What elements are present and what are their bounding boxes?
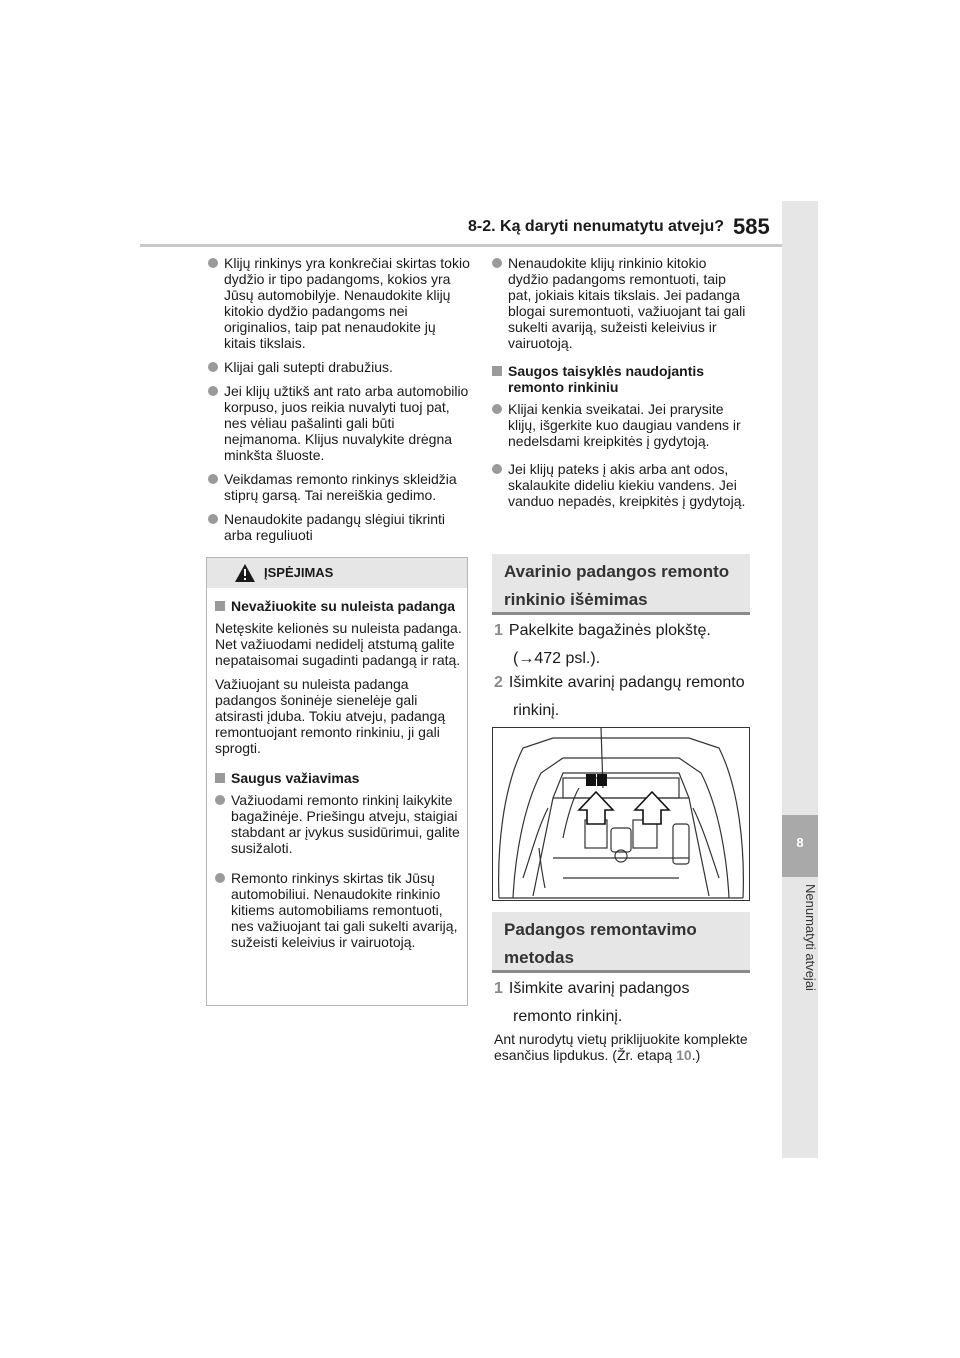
list-item bbox=[208, 359, 470, 375]
trunk-repair-kit-icon bbox=[493, 728, 749, 900]
section-heading-method bbox=[492, 912, 750, 973]
warning-box bbox=[206, 557, 468, 1006]
method-note bbox=[494, 1031, 752, 1063]
page-number: 585 bbox=[733, 214, 770, 239]
list-item bbox=[492, 255, 750, 351]
right-column bbox=[492, 255, 750, 517]
subheading bbox=[492, 363, 750, 395]
bullet-icon bbox=[208, 386, 218, 396]
square-bullet-icon bbox=[215, 773, 225, 783]
step-item bbox=[494, 975, 752, 1031]
bullet-text: Nenaudokite klijų rinkinio kitokio dydžio padangoms remontuoti, taip pat, jokiais kitais tikslais. Jei padanga blogai suremontuoti, važiuojant tai gali sukelti avariją, sužeisti keleivius ir vairuotoją. bbox=[508, 255, 746, 351]
bullet-icon bbox=[208, 362, 218, 372]
bullet-text: Jei klijų pateks į akis arba ant odos, skalaukite dideliu kiekiu vandens. Jei vanduo nepadės, kreipkitės į gydytoją. bbox=[508, 461, 746, 509]
section-heading-text: Padangos remontavimo metodas bbox=[504, 920, 697, 967]
warning-paragraph: Netęskite kelionės su nuleista padanga. Net važiuodami nedidelį atstumą galite nepataisomai sugadinti padangą ir ratą. bbox=[215, 620, 462, 668]
section-title: 8-2. Ką daryti nenumatytu atveju? bbox=[468, 218, 725, 235]
step-text: Išimkite avarinį padangos remonto rinkinį. bbox=[508, 980, 690, 1025]
step-item bbox=[494, 669, 752, 725]
note-text: Ant nurodytų vietų priklijuokite komplekte esančius lipdukus. (Žr. etapą bbox=[494, 1031, 748, 1063]
list-item bbox=[208, 383, 470, 463]
trunk-illustration bbox=[492, 727, 750, 901]
subheading-text: Saugos taisyklės naudojantis remonto rinkiniu bbox=[508, 363, 705, 395]
bullet-icon bbox=[492, 258, 502, 268]
note-text: .) bbox=[691, 1047, 701, 1063]
warning-triangle-icon bbox=[234, 563, 256, 583]
warning-header bbox=[207, 558, 467, 588]
bullet-icon bbox=[215, 795, 225, 805]
list-item bbox=[208, 255, 470, 351]
warning-subheading bbox=[215, 598, 463, 614]
chapter-name: Nenumatyti atvejai bbox=[803, 884, 818, 991]
list-item bbox=[208, 471, 470, 503]
warning-body bbox=[215, 594, 463, 958]
bullet-icon bbox=[208, 258, 218, 268]
section-heading-removal bbox=[492, 554, 750, 615]
bullet-icon bbox=[492, 464, 502, 474]
step-number: 1 bbox=[494, 980, 503, 997]
bullet-icon bbox=[208, 514, 218, 524]
list-item bbox=[215, 792, 463, 856]
section-heading-text: Avarinio padangos remonto rinkinio išėmimas bbox=[504, 562, 730, 609]
subheading-text: Nevažiuokite su nuleista padanga bbox=[231, 598, 456, 614]
list-item bbox=[215, 870, 463, 950]
warning-paragraph: Važiuojant su nuleista padanga padangos šoninėje sienelėje gali atsirasti įduba. Tokiu atveju, padangą remontuojant remonto rinkiniu, ji gali sprogti. bbox=[215, 676, 446, 756]
bullet-text: Jei klijų užtikš ant rato arba automobilio korpuso, juos reikia nuvalyti tuoj pat, nes vėliau pašalinti gali būti neįmanoma. Klijus nuvalykite drėgna minkšta šluoste. bbox=[224, 383, 469, 463]
warning-subheading bbox=[215, 770, 463, 786]
bullet-text: Klijų rinkinys yra konkrečiai skirtas tokio dydžio ir tipo padangoms, kokios yra Jūsų automobilyje. Nenaudokite klijų kitokio dydžio padangoms nei originalios, taip pat nenaudokite jų kitais tikslais. bbox=[224, 255, 470, 351]
square-bullet-icon bbox=[492, 366, 502, 376]
step-reference: 10 bbox=[676, 1047, 692, 1063]
step-item bbox=[494, 617, 752, 673]
list-item bbox=[208, 511, 470, 543]
list-item bbox=[492, 401, 750, 449]
left-column bbox=[208, 255, 470, 551]
chapter-number: 8 bbox=[796, 835, 804, 850]
bullet-text: Nenaudokite padangų slėgiui tikrinti arba reguliuoti bbox=[224, 511, 446, 543]
step-number: 1 bbox=[494, 622, 503, 639]
bullet-text: Važiuodami remonto rinkinį laikykite bagažinėje. Priešingu atveju, staigiai stabdant ar įvykus susidūrimui, galite susižaloti. bbox=[231, 792, 460, 856]
subheading-text: Saugus važiavimas bbox=[231, 770, 360, 786]
bullet-text: Klijai kenkia sveikatai. Jei prarysite klijų, išgerkite kuo daugiau vandens ir nedelsdami kreipkitės į gydytoją. bbox=[508, 401, 741, 449]
bullet-icon bbox=[215, 873, 225, 883]
bullet-text: Veikdamas remonto rinkinys skleidžia stiprų garsą. Tai nereiškia gedimo. bbox=[224, 471, 457, 503]
warning-title: ĮSPĖJIMAS bbox=[264, 565, 334, 580]
step-number: 2 bbox=[494, 674, 503, 691]
bullet-icon bbox=[208, 474, 218, 484]
bullet-icon bbox=[492, 404, 502, 414]
list-item bbox=[492, 461, 750, 509]
step-text: Išimkite avarinį padangų remonto rinkinį. bbox=[508, 674, 745, 719]
bullet-text: Remonto rinkinys skirtas tik Jūsų automobiliui. Nenaudokite rinkinio kitiems automobiliams remontuoti, nes važiuojant tai gali sukelti avariją, sužeisti keleivius ir vairuotoją. bbox=[231, 870, 458, 950]
bullet-text: Klijai gali sutepti drabužius. bbox=[224, 359, 393, 375]
square-bullet-icon bbox=[215, 601, 225, 611]
page-reference: (→472 psl.). bbox=[513, 650, 601, 667]
step-text: Pakelkite bagažinės plokštę. bbox=[508, 622, 711, 639]
header-rule bbox=[140, 244, 782, 247]
